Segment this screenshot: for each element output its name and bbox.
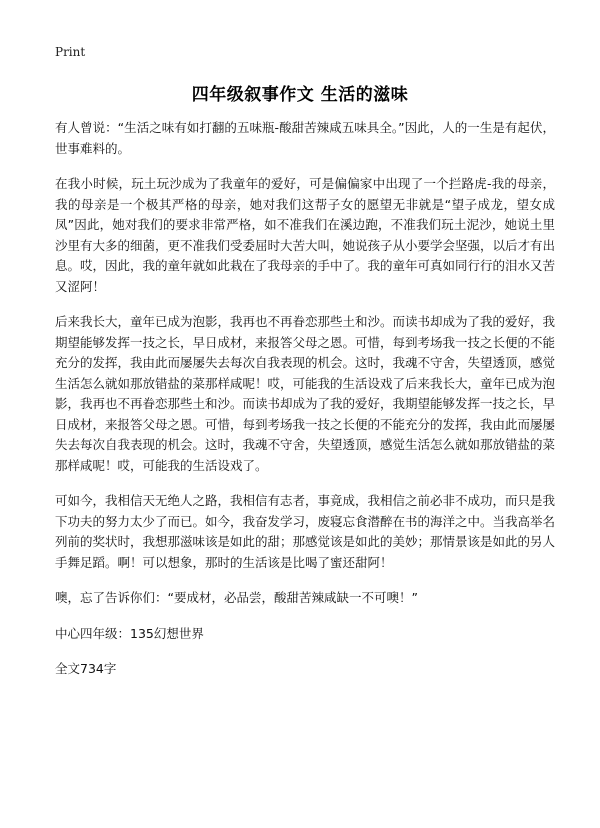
article-body (55, 118, 555, 680)
paragraph-1: 有人曾说：“生活之味有如打翻的五味瓶-酸甜苦辣咸五味具全。”因此，人的一生是有起伏，世事难料的。 (55, 120, 555, 156)
article-title: 四年级叙事作文 生活的滋味 (191, 85, 409, 105)
paragraph-4: 可如今，我相信天无绝人之路，我相信有志者，事竟成，我相信之前必非不成功，而只是我下功夫的努力太少了而已。如今，我奋发学习，废寝忘食潜醉在书的海洋之中。当我高举名列前的奖状时，我想那滋味该是如此的甜；那感觉该是如此的美妙；那情景该是如此的另人手舞足蹈。啊！可以想象，那时的生活该是比喝了蜜还甜阿！ (55, 493, 556, 570)
print-link[interactable]: Print (55, 45, 86, 59)
paragraph-2: 在我小时候，玩土玩沙成为了我童年的爱好，可是偏偏家中出现了一个拦路虎-我的母亲，我的母亲是一个极其严格的母亲，她对我们这帮子女的愿望无非就是“望子成龙，望女成凤”因此，她对我们的要求非常严格，如不准我们在溪边跑，不准我们玩土泥沙，她说土里沙里有大多的细菌，更不准我们受委屈时大苦大叫，她说孩子从小要学会坚强，以后才有出息。哎，因此，我的童年就如此栽在了我母亲的手中了。我的童年可真如同行行的泪水又苦又涩阿！ (55, 176, 556, 294)
word-count: 全文734字 (55, 661, 117, 676)
paragraph-3: 后来我长大，童年已成为泡影，我再也不再眷恋那些土和沙。而读书却成为了我的爱好，我期望能够发挥一技之长，早日成材，来报答父母之恩。可惜，每到考场我一技之长便的不能充分的发挥，我由此而屡屡失去每次自我表现的机会。这时，我魂不守舍，失望透顶，感觉生活怎么就如那放错盐的菜那样咸呢！哎，可能我的生活设戏了后来我长大，童年已成为泡影，我再也不再眷恋那些土和沙。而读书却成为了我的爱好，我期望能够发挥一技之长，早日成材，来报答父母之恩。可惜，每到考场我一技之长便的不能充分的发挥，我由此而屡屡失去每次自我表现的机会。这时，我魂不守舍，失望透顶，感觉生活怎么就如那放错盐的菜那样咸呢！哎，可能我的生活设戏了。 (55, 314, 556, 473)
author-signature: 中心四年级：135幻想世界 (55, 625, 204, 641)
paragraph-5: 噢，忘了告诉你们：“要成材，必品尝，酸甜苦辣咸缺一不可噢！” (55, 590, 418, 605)
